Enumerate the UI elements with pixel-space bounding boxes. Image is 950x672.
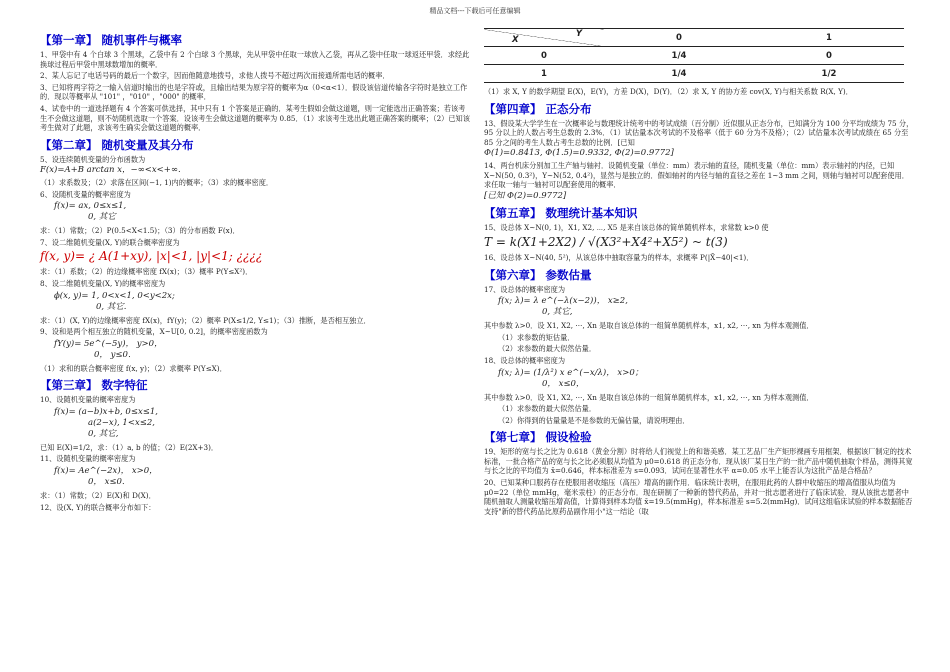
- problem-4: 4、试卷中的一道选择题有 4 个答案可供选择，其中只有 1 个答案是正确的．某考生假如会做这道题，则一定能选出正确答案；若该考生不会做这道题，则不妨随机选取一个答案．设该考生会做这道题的概率为 0.85．（1）求该考生选出此题正确答案的概率；（2）已知该考生做对了此题，求该考生确实会做这道题的概率．: [40, 103, 470, 133]
- problem-18: 18、设总体的概率密度为: [484, 355, 566, 365]
- problem-10: 10、设随机变量的概率密度为: [40, 395, 136, 405]
- problem-8: 8、设二维随机变量(X, Y)的概率密度为: [40, 278, 166, 288]
- formula-6: [54, 201, 472, 223]
- formula-10: [54, 407, 472, 440]
- formula-7: f(x, y)= ¿ A(1+xy), |x|<1, |y|<1; ¿¿¿¿: [40, 249, 263, 264]
- problem-15: 15、设总体 X~N(0, 1)，X1, X2, ⋯, X5 是来自该总体的简单随机样本，求常数 k>0 使: [484, 223, 769, 233]
- formula-18-line-1: f(x; λ)= (1/λ²) x e^(−x/λ)， x>0；: [498, 367, 644, 378]
- formula-8-line-2: 0, 其它.: [96, 301, 127, 312]
- table-cell: 1/4: [604, 47, 754, 65]
- question-9: （1）求和的联合概率密度 f(x, y)；（2）求概率 P(Y≤X)．: [40, 363, 227, 373]
- formula-10-line-1: f(x)= (a−b)x+b, 0≤x≤1,: [54, 406, 158, 417]
- question-12: （1）求 X, Y 的数学期望 E(X)，E(Y)，方差 D(X)，D(Y)．（2）求 X, Y 的协方差 cov(X, Y)与相关系数 R(X, Y)．: [484, 87, 853, 96]
- question-7: 求：（1）系数；（2）的边缘概率密度 fX(x)；（3）概率 P(Y≤X²)．: [40, 267, 253, 277]
- chapter-7-title: 【第七章】 假设检验: [484, 430, 592, 445]
- table-row-label: 0: [484, 47, 604, 65]
- problem-6: 6、设随机变量的概率密度为: [40, 189, 131, 199]
- formula-17: [498, 296, 916, 318]
- formula-11-line-1: f(x)= Ae^(−2x)， x>0，: [54, 466, 158, 477]
- question-11: 求：（1）常数；（2）E(X)和 D(X)．: [40, 491, 156, 501]
- question-8: 求：（1）(X, Y)的边缘概率密度 fX(x)，fY(y)；（2）概率 P(X≤1/2, Y≤1)；（3）推断，是否相互独立．: [40, 315, 371, 325]
- problem-19: 19、矩形的宽与长之比为 0.618（黄金分割）时将给人们视觉上的和谐美感．某工艺品厂生产矩形裸画专用框架．根据该厂制定的技术标准，一批合格产品的宽与长之比必须服从均值为 μ0=0.618 的正态分布．现从该厂某日生产的一批产品中随机抽取个样品，测得其宽与长之比的平均值为 x̄=0.646，样本标准差为 s=0.093．试问在显著性水平 α=0.05 水平上能否认为这批产品是合格品？: [484, 447, 913, 476]
- chapter-1-title: 【第一章】 随机事件与概率: [40, 33, 183, 47]
- chapter-6-title: 【第六章】 参数估量: [484, 267, 592, 282]
- corner-x-label: X: [512, 35, 519, 45]
- problem-7: 7、设二维随机变量(X, Y)的联合概率密度为: [40, 237, 180, 247]
- formula-15: T = k(X1+2X2) / √(X3²+X4²+X5²) ~ t(3): [484, 234, 728, 249]
- formula-17-line-2: 0, 其它,: [542, 307, 573, 318]
- table-header-cell: 0: [604, 29, 754, 47]
- problem-11: 11、设随机变量的概率密度为: [40, 454, 136, 464]
- question-5: （1）求系数及；（2）求落在区间(−1, 1)内的概率；（3）求的概率密度．: [40, 177, 274, 187]
- table-corner-cell: [484, 29, 604, 47]
- chapter-3-title: 【第三章】 数字特征: [40, 378, 148, 393]
- formula-14: [已知 Φ(2)=0.9772]: [484, 190, 567, 201]
- question-18a: 其中参数 λ>0．设 X1, X2, ⋯, Xn 是取自该总体的一组简单随机样本，x1, x2, ⋯, xn 为样本观测值．: [484, 392, 814, 402]
- table-row: [484, 65, 904, 83]
- formula-13: Φ(1)=0.8413, Φ(1.5)=0.9332, Φ(2)=0.9772]: [484, 148, 674, 159]
- formula-8: [54, 291, 472, 313]
- question-18c: （2）你得到的估量量是不是参数的无偏估量，请说明理由．: [498, 415, 690, 425]
- page-header: 精品文档---下载后可任意编辑: [429, 7, 521, 15]
- formula-9: [54, 339, 472, 361]
- question-6: 求：（1）常数；（2）P(0.5<X<1.5)；（3）的分布函数 F(x)．: [40, 226, 240, 236]
- formula-17-line-1: f(x; λ)= λ e^(−λ(x−2))， x≥2,: [498, 296, 628, 307]
- table-header-row: [484, 29, 904, 47]
- formula-6-line-1: f(x)= ax, 0≤x≤1,: [54, 201, 127, 212]
- formula-11-line-2: 0， x≤0．: [88, 477, 131, 488]
- table-header-cell: 1: [754, 29, 904, 47]
- chapter-5-title: 【第五章】 数理统计基本知识: [484, 206, 638, 221]
- right-column: [484, 28, 916, 518]
- problem-1: 1、甲袋中有 4 个白球 3 个黑球，乙袋中有 2 个白球 3 个黑球，先从甲袋中任取一球放入乙袋，再从乙袋中任取一球返还甲袋．求经此换球过程后甲袋中黑球数增加的概率．: [40, 50, 470, 69]
- problem-20: 20、已知某种口服药存在使服用者收缩压（高压）增高的副作用．临床统计表明，在服用此药的人群中收缩压的增高值服从均值为 μ0=22（单位 mmHg，毫米汞柱）的正态分布．现在研制了一种新的替代药品，并对一批志愿者进行了临床试验．现从该批志愿者中随机抽取人测量收缩压增高值，计算得到样本均值 x̄=19.5(mmHg)，样本标准差 s=5.2(mmHg)．试问这组临床试验的样本数据能否支持"新的替代药品比原药品副作用小"这一结论（取: [484, 478, 913, 516]
- table-cell: 0: [754, 47, 904, 65]
- problem-13: 13、假设某大学学生在一次概率论与数理统计统考中的考试成绩（百分制）近似服从正态分布，已知满分为 100 分平均成绩为 75 分，95 分以上的人数占考生总数的 2.3%．（1）试估量本次考试的不及格率（低于 60 分为不及格）；（2）试估量本次考试成绩在 65 分至 85 分之间的考生人数占考生总数的比例．[已知: [484, 118, 914, 147]
- formula-5: F(x)=A+B arctan x，−∞<x<+∞.: [40, 165, 181, 176]
- problem-3: 3、已知将两字符之一输入信道时输出的也是字符或，且输出结果为原字符的概率为α（0<α<1）．假设该信道传输各字符时是独立工作的．现以等概率从 "101" ，"010" ，"000" 的概率．: [40, 82, 468, 102]
- formula-9-line-1: fY(y)= 5e^(−5y)， y>0，: [54, 338, 163, 349]
- formula-18-line-2: 0， x≤0，: [542, 378, 585, 389]
- question-10: 已知 E(X)=1/2，求：（1）a, b 的值；（2）E(2X+3)．: [40, 442, 219, 452]
- formula-10-line-2: a(2−x), 1<x≤2,: [88, 417, 155, 428]
- question-17b: （1）求参数的矩估量．: [498, 332, 575, 342]
- formula-10-line-3: 0, 其它,: [88, 428, 119, 439]
- formula-8-line-1: ϕ(x, y)= 1, 0<x<1, 0<y<2x;: [54, 290, 175, 301]
- question-17a: 其中参数 λ>0．设 X1, X2, ⋯, Xn 是取自该总体的一组简单随机样本，x1, x2, ⋯, xn 为样本观测值．: [484, 321, 814, 331]
- table-cell: 1/4: [604, 65, 754, 83]
- table-row: [484, 47, 904, 65]
- chapter-2-title: 【第二章】 随机变量及其分布: [40, 137, 194, 152]
- left-column: [40, 28, 472, 514]
- formula-18: [498, 368, 916, 390]
- corner-y-label: Y: [575, 29, 582, 39]
- problem-14: 14、两台机床分别加工生产轴与轴衬．设随机变量（单位：mm）表示轴的直径，随机变量（单位：mm）表示轴衬的内径，已知 X~N(50, 0.3²)，Y~N(52, 0.4²)，显然与是独立的．假如轴衬的内径与轴的直径之差在 1~3 mm 之间，则轴与轴衬可以配套使用．求任取一轴与一轴衬可以配套使用的概率．: [484, 160, 909, 190]
- chapter-4-title: 【第四章】 正态分布: [484, 101, 592, 116]
- question-17c: （2）求参数的最大似然估量．: [498, 344, 597, 354]
- problem-2: 2、某人忘记了电话号码的最后一个数字，因而他随意地拨号，求他人拨号不超过两次而接通所需电话的概率．: [40, 71, 390, 81]
- joint-distribution-table: [484, 28, 904, 83]
- problem-9: 9、设和是两个相互独立的随机变量，X~U[0, 0.2]，的概率密度函数为: [40, 327, 268, 337]
- formula-9-line-2: 0， y≤0．: [94, 349, 137, 360]
- formula-11: [54, 466, 472, 488]
- problem-16: 16、设总体 X~N(40, 5²)，从该总体中抽取容量为的样本，求概率 P(|X̄−40|<1)．: [484, 252, 754, 262]
- question-18b: （1）求参数的最大似然估量．: [498, 404, 597, 414]
- table-cell: 1/2: [754, 65, 904, 83]
- problem-12: 12、设(X, Y)的联合概率分布如下：: [40, 502, 156, 512]
- formula-6-line-2: 0, 其它: [88, 212, 116, 223]
- problem-5: 5、设连续随机变量的分布函数为: [40, 154, 146, 164]
- problem-17: 17、设总体的概率密度为: [484, 284, 566, 294]
- table-row-label: 1: [484, 65, 604, 83]
